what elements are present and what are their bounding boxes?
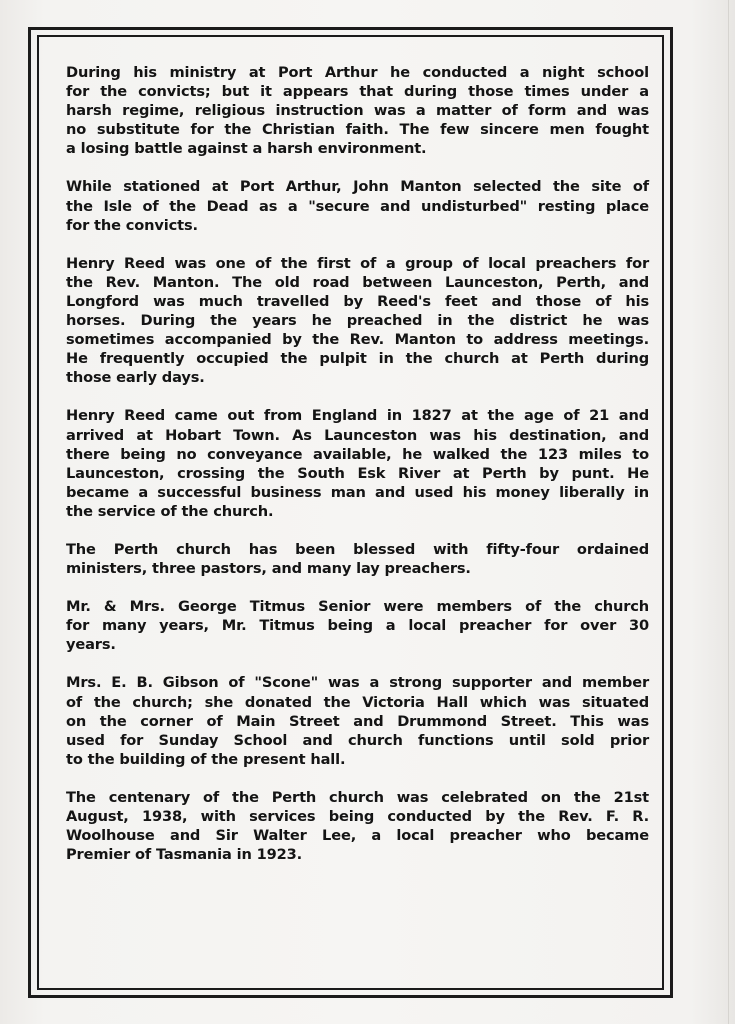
paragraph-gap [66, 235, 649, 254]
text-line: the Rev. Manton. The old road between Launceston, Perth, and [66, 273, 649, 291]
text-line: While stationed at Port Arthur, John Manton selected the site of [66, 178, 649, 196]
text-line: to the building of the present hall. [66, 750, 346, 768]
paragraph-gap [66, 387, 649, 406]
paragraph-gap [66, 521, 649, 540]
text-line: for the convicts; but it appears that during those times under a [66, 83, 649, 101]
page-edge [728, 0, 729, 1024]
text-line: Premier of Tasmania in 1923. [66, 846, 303, 864]
text-line: no substitute for the Christian faith. The few sincere men fought [66, 121, 649, 139]
text-line: Henry Reed was one of the first of a group of local preachers for [66, 254, 649, 272]
text-line: those early days. [66, 369, 205, 387]
text-line: a losing battle against a harsh environment. [66, 140, 427, 158]
text-line: horses. During the years he preached in the district he was [66, 312, 649, 330]
paragraph-titmus-family [66, 597, 649, 654]
paragraph-isle-of-the-dead [66, 177, 649, 234]
paragraph-gibson-victoria-hall [66, 673, 649, 768]
paragraph-port-arthur-night-school [66, 63, 649, 158]
paragraph-gap [66, 158, 649, 177]
text-line: the Isle of the Dead as a "secure and undisturbed" resting place [66, 197, 649, 215]
text-line: He frequently occupied the pulpit in the church at Perth during [66, 350, 649, 368]
text-line: the service of the church. [66, 502, 274, 520]
text-line: The Perth church has been blessed with fifty-four ordained [66, 540, 649, 558]
text-line: harsh regime, religious instruction was a matter of form and was [66, 102, 649, 120]
text-line: Henry Reed came out from England in 1827 at the age of 21 and [66, 407, 649, 425]
text-line: The centenary of the Perth church was celebrated on the 21st [66, 788, 649, 806]
text-line: Launceston, crossing the South Esk River at Perth by punt. He [66, 464, 649, 482]
paragraph-gap [66, 578, 649, 597]
text-line: there being no conveyance available, he walked the 123 miles to [66, 445, 649, 463]
text-line: for the convicts. [66, 216, 198, 234]
text-line: for many years, Mr. Titmus being a local preacher for over 30 [66, 617, 649, 635]
text-line: sometimes accompanied by the Rev. Manton to address meetings. [66, 331, 649, 349]
text-line: During his ministry at Port Arthur he conducted a night school [66, 64, 649, 81]
paragraph-henry-reed-arrival [66, 406, 649, 521]
text-line: Mrs. E. B. Gibson of "Scone" was a strong supporter and member [66, 674, 649, 692]
text-line: of the church; she donated the Victoria Hall which was situated [66, 693, 649, 711]
text-line: ministers, three pastors, and many lay preachers. [66, 560, 471, 578]
text-line: Mr. & Mrs. George Titmus Senior were members of the church [66, 598, 649, 616]
text-line: used for Sunday School and church functions until sold prior [66, 731, 649, 749]
text-line: on the corner of Main Street and Drummond Street. This was [66, 712, 649, 730]
text-line: Longford was much travelled by Reed's feet and those of his [66, 292, 649, 310]
paragraph-ordained-ministers [66, 540, 649, 578]
paragraph-centenary [66, 788, 649, 864]
text-line: became a successful business man and used his money liberally in [66, 483, 649, 501]
paragraph-henry-reed-preacher [66, 254, 649, 388]
document-body [66, 63, 649, 864]
text-line: August, 1938, with services being conducted by the Rev. F. R. [66, 808, 649, 825]
text-line: Woolhouse and Sir Walter Lee, a local preacher who became [66, 827, 649, 845]
paragraph-gap [66, 654, 649, 673]
text-line: years. [66, 636, 116, 654]
paragraph-gap [66, 769, 649, 788]
text-line: arrived at Hobart Town. As Launceston was his destination, and [66, 426, 649, 444]
